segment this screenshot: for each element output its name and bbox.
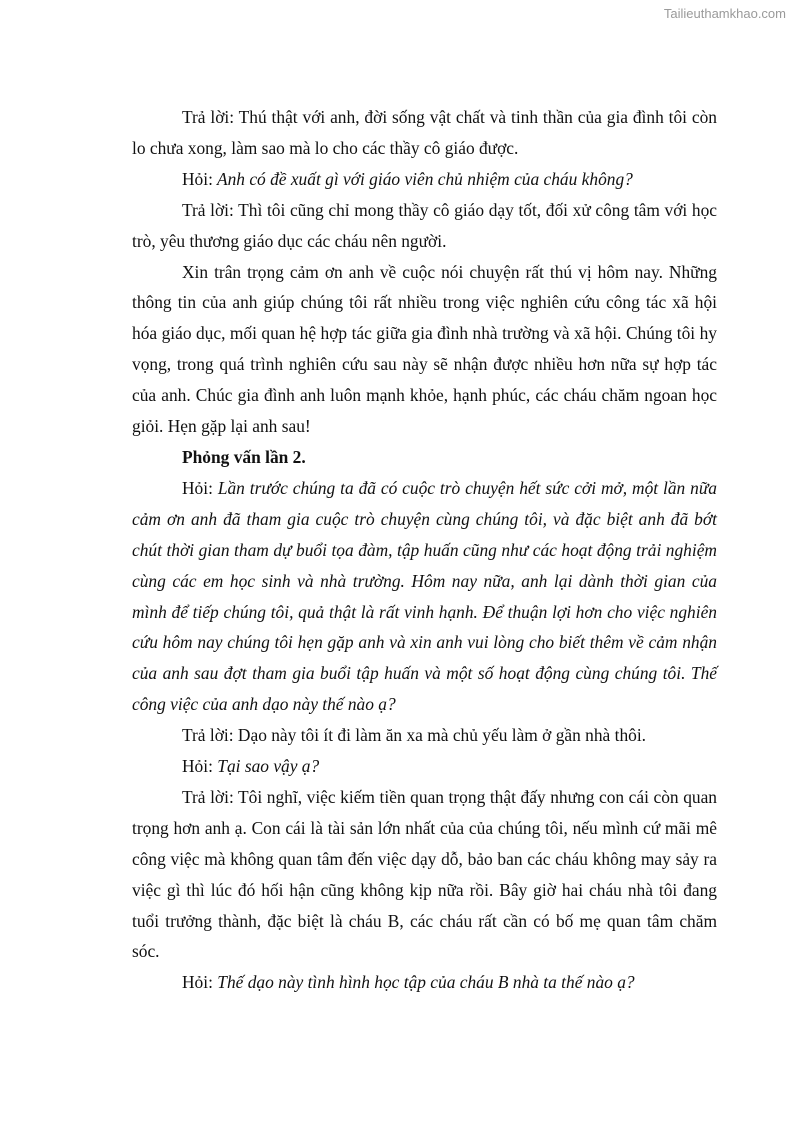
answer-paragraph (132, 102, 717, 164)
closing-paragraph: Xin trân trọng cảm ơn anh về cuộc nói chuyện rất thú vị hôm nay. Những thông tin của anh giúp chúng tôi rất nhiều trong việc nghiên cứu công tác xã hội hóa giáo dục, mối quan hệ hợp tác giữa gia đình nhà trường và xã hội. Chúng tôi hy vọng, trong quá trình nghiên cứu sau này sẽ nhận được nhiều hơn nữa sự hợp tác của anh. Chúc gia đình anh luôn mạnh khỏe, hạnh phúc, các cháu chăm ngoan học giỏi. Hẹn gặp lại anh sau! (132, 261, 717, 437)
question-text: Thế dạo này tình hình học tập của cháu B nhà ta thế nào ạ? (212, 972, 635, 993)
answer-paragraph (132, 195, 717, 257)
answer-label: Trả lời: (182, 725, 234, 746)
question-label: Hỏi: (182, 168, 213, 189)
question-paragraph (132, 751, 717, 782)
answer-paragraph (132, 782, 717, 967)
answer-label: Trả lời: (182, 786, 234, 807)
question-text: Anh có đề xuất gì với giáo viên chủ nhiệm của cháu không? (212, 168, 633, 189)
question-label: Hỏi: (182, 756, 213, 777)
section-heading: Phỏng vấn lần 2. (182, 446, 306, 467)
answer-text: Dạo này tôi ít đi làm ăn xa mà chủ yếu làm ở gần nhà thôi. (233, 725, 647, 746)
answer-label: Trả lời: (182, 199, 234, 220)
question-paragraph (132, 967, 717, 998)
question-label: Hỏi: (182, 972, 213, 993)
answer-paragraph (132, 720, 717, 751)
question-label: Hỏi: (182, 477, 213, 498)
answer-text: Thì tôi cũng chỉ mong thầy cô giáo dạy tốt, đối xử công tâm với học trò, yêu thương giáo dục các cháu nên người. (132, 199, 718, 251)
question-paragraph (132, 473, 717, 720)
question-text: Tại sao vậy ạ? (212, 756, 320, 777)
answer-label: Trả lời: (182, 107, 235, 127)
answer-text: Tôi nghĩ, việc kiếm tiền quan trọng thật đấy nhưng con cái còn quan trọng hơn anh ạ. Con cái là tài sản lớn nhất của của chúng tôi, nếu mình cứ mãi mê công việc mà không quan tâm đến việc dạy dỗ, bảo ban các cháu không may sảy ra việc gì thì lúc đó hối hận cũng không kịp nữa rồi. Bây giờ hai cháu nhà tôi đang tuổi trưởng thành, đặc biệt là cháu B, các cháu rất cần có bố mẹ quan tâm chăm sóc. (132, 786, 718, 962)
watermark: Tailieuthamkhao.com (663, 6, 786, 21)
answer-text: Thú thật với anh, đời sống vật chất và tinh thần của gia đình tôi còn lo chưa xong, làm sao mà lo cho các thầy cô giáo được. (132, 107, 718, 158)
document-body (132, 102, 717, 998)
question-text: Lần trước chúng ta đã có cuộc trò chuyện hết sức cởi mở, một lần nữa cảm ơn anh đã tham gia cuộc trò chuyện cùng chúng tôi, và đặc biệt anh đã bớt chút thời gian tham dự buổi tọa đàm, tập huấn cũng như các hoạt động trải nghiệm cùng các em học sinh và nhà trường. Hôm nay nữa, anh lại dành thời gian của mình để tiếp chúng tôi, quả thật là rất vinh hạnh. Để thuận lợi hơn cho việc nghiên cứu hôm nay chúng tôi hẹn gặp anh và xin anh vui lòng cho biết thêm về cảm nhận của anh sau đợt tham gia buổi tập huấn và một số hoạt động cùng chúng tôi. Thế công việc của anh dạo này thế nào ạ? (132, 477, 717, 715)
question-paragraph (132, 164, 717, 195)
